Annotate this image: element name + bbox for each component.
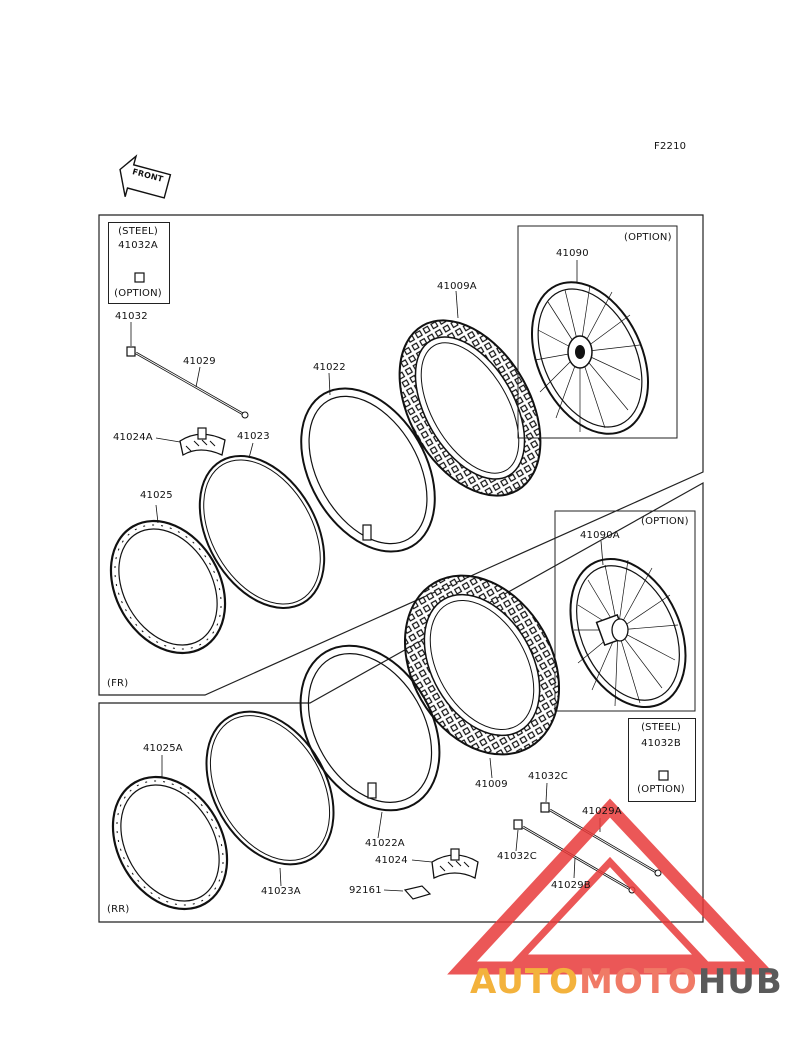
spoke-nut-41032C-bottom xyxy=(514,820,522,829)
label-41029B: 41029B xyxy=(551,880,591,891)
label-41032C-bottom: 41032C xyxy=(497,851,537,862)
label-41029A: 41029A xyxy=(582,806,622,817)
label-41090A: 41090A xyxy=(580,530,620,541)
label-41025A: 41025A xyxy=(143,743,183,754)
tire-41009A xyxy=(371,296,570,521)
label-41024A: 41024A xyxy=(113,432,153,443)
label-option-mid-right: (OPTION) xyxy=(641,516,689,527)
wheel-41090A xyxy=(548,540,708,725)
label-steel-bottom: (STEEL) xyxy=(641,722,681,733)
watermark-logo-icon xyxy=(462,808,760,968)
spoke-nut-41032C-top xyxy=(541,803,549,812)
watermark-moto: MOTO xyxy=(578,962,698,1002)
watermark-text xyxy=(470,962,783,1002)
label-option-bottom-right: (OPTION) xyxy=(637,784,685,795)
rim-band-41024 xyxy=(432,849,478,878)
ring-41023A xyxy=(181,689,360,887)
label-41023: 41023 xyxy=(237,431,270,442)
label-92161: 92161 xyxy=(349,885,382,896)
label-41009A: 41009A xyxy=(437,281,477,292)
ring-41023 xyxy=(174,434,350,630)
front-label: FRONT xyxy=(131,167,165,184)
weight-92161 xyxy=(384,886,430,899)
rim-41025 xyxy=(88,500,248,673)
label-41032: 41032 xyxy=(115,311,148,322)
spoke-nut-41032 xyxy=(127,347,135,356)
label-41024: 41024 xyxy=(375,855,408,866)
figure-code: F2210 xyxy=(654,141,687,152)
label-option-top-left: (OPTION) xyxy=(114,288,162,299)
label-41090: 41090 xyxy=(556,248,589,259)
label-41022: 41022 xyxy=(313,362,346,373)
watermark-hub: HUB xyxy=(697,962,783,1002)
label-41032C-top: 41032C xyxy=(528,771,568,782)
watermark-auto: AUTO xyxy=(470,962,579,1002)
label-steel-top: (STEEL) xyxy=(118,226,158,237)
label-fr: (FR) xyxy=(107,678,129,689)
label-41032B: 41032B xyxy=(641,738,681,749)
label-41022A: 41022A xyxy=(365,838,405,849)
front-arrow-icon xyxy=(114,153,173,207)
label-41032A: 41032A xyxy=(118,240,158,251)
label-41009: 41009 xyxy=(475,779,508,790)
rim-band-41024A xyxy=(180,428,225,455)
tire-41009 xyxy=(374,548,590,783)
label-option-top-right: (OPTION) xyxy=(624,232,672,243)
label-41029: 41029 xyxy=(183,356,216,367)
label-41025: 41025 xyxy=(140,490,173,501)
label-rr: (RR) xyxy=(107,904,130,915)
label-41023A: 41023A xyxy=(261,886,301,897)
